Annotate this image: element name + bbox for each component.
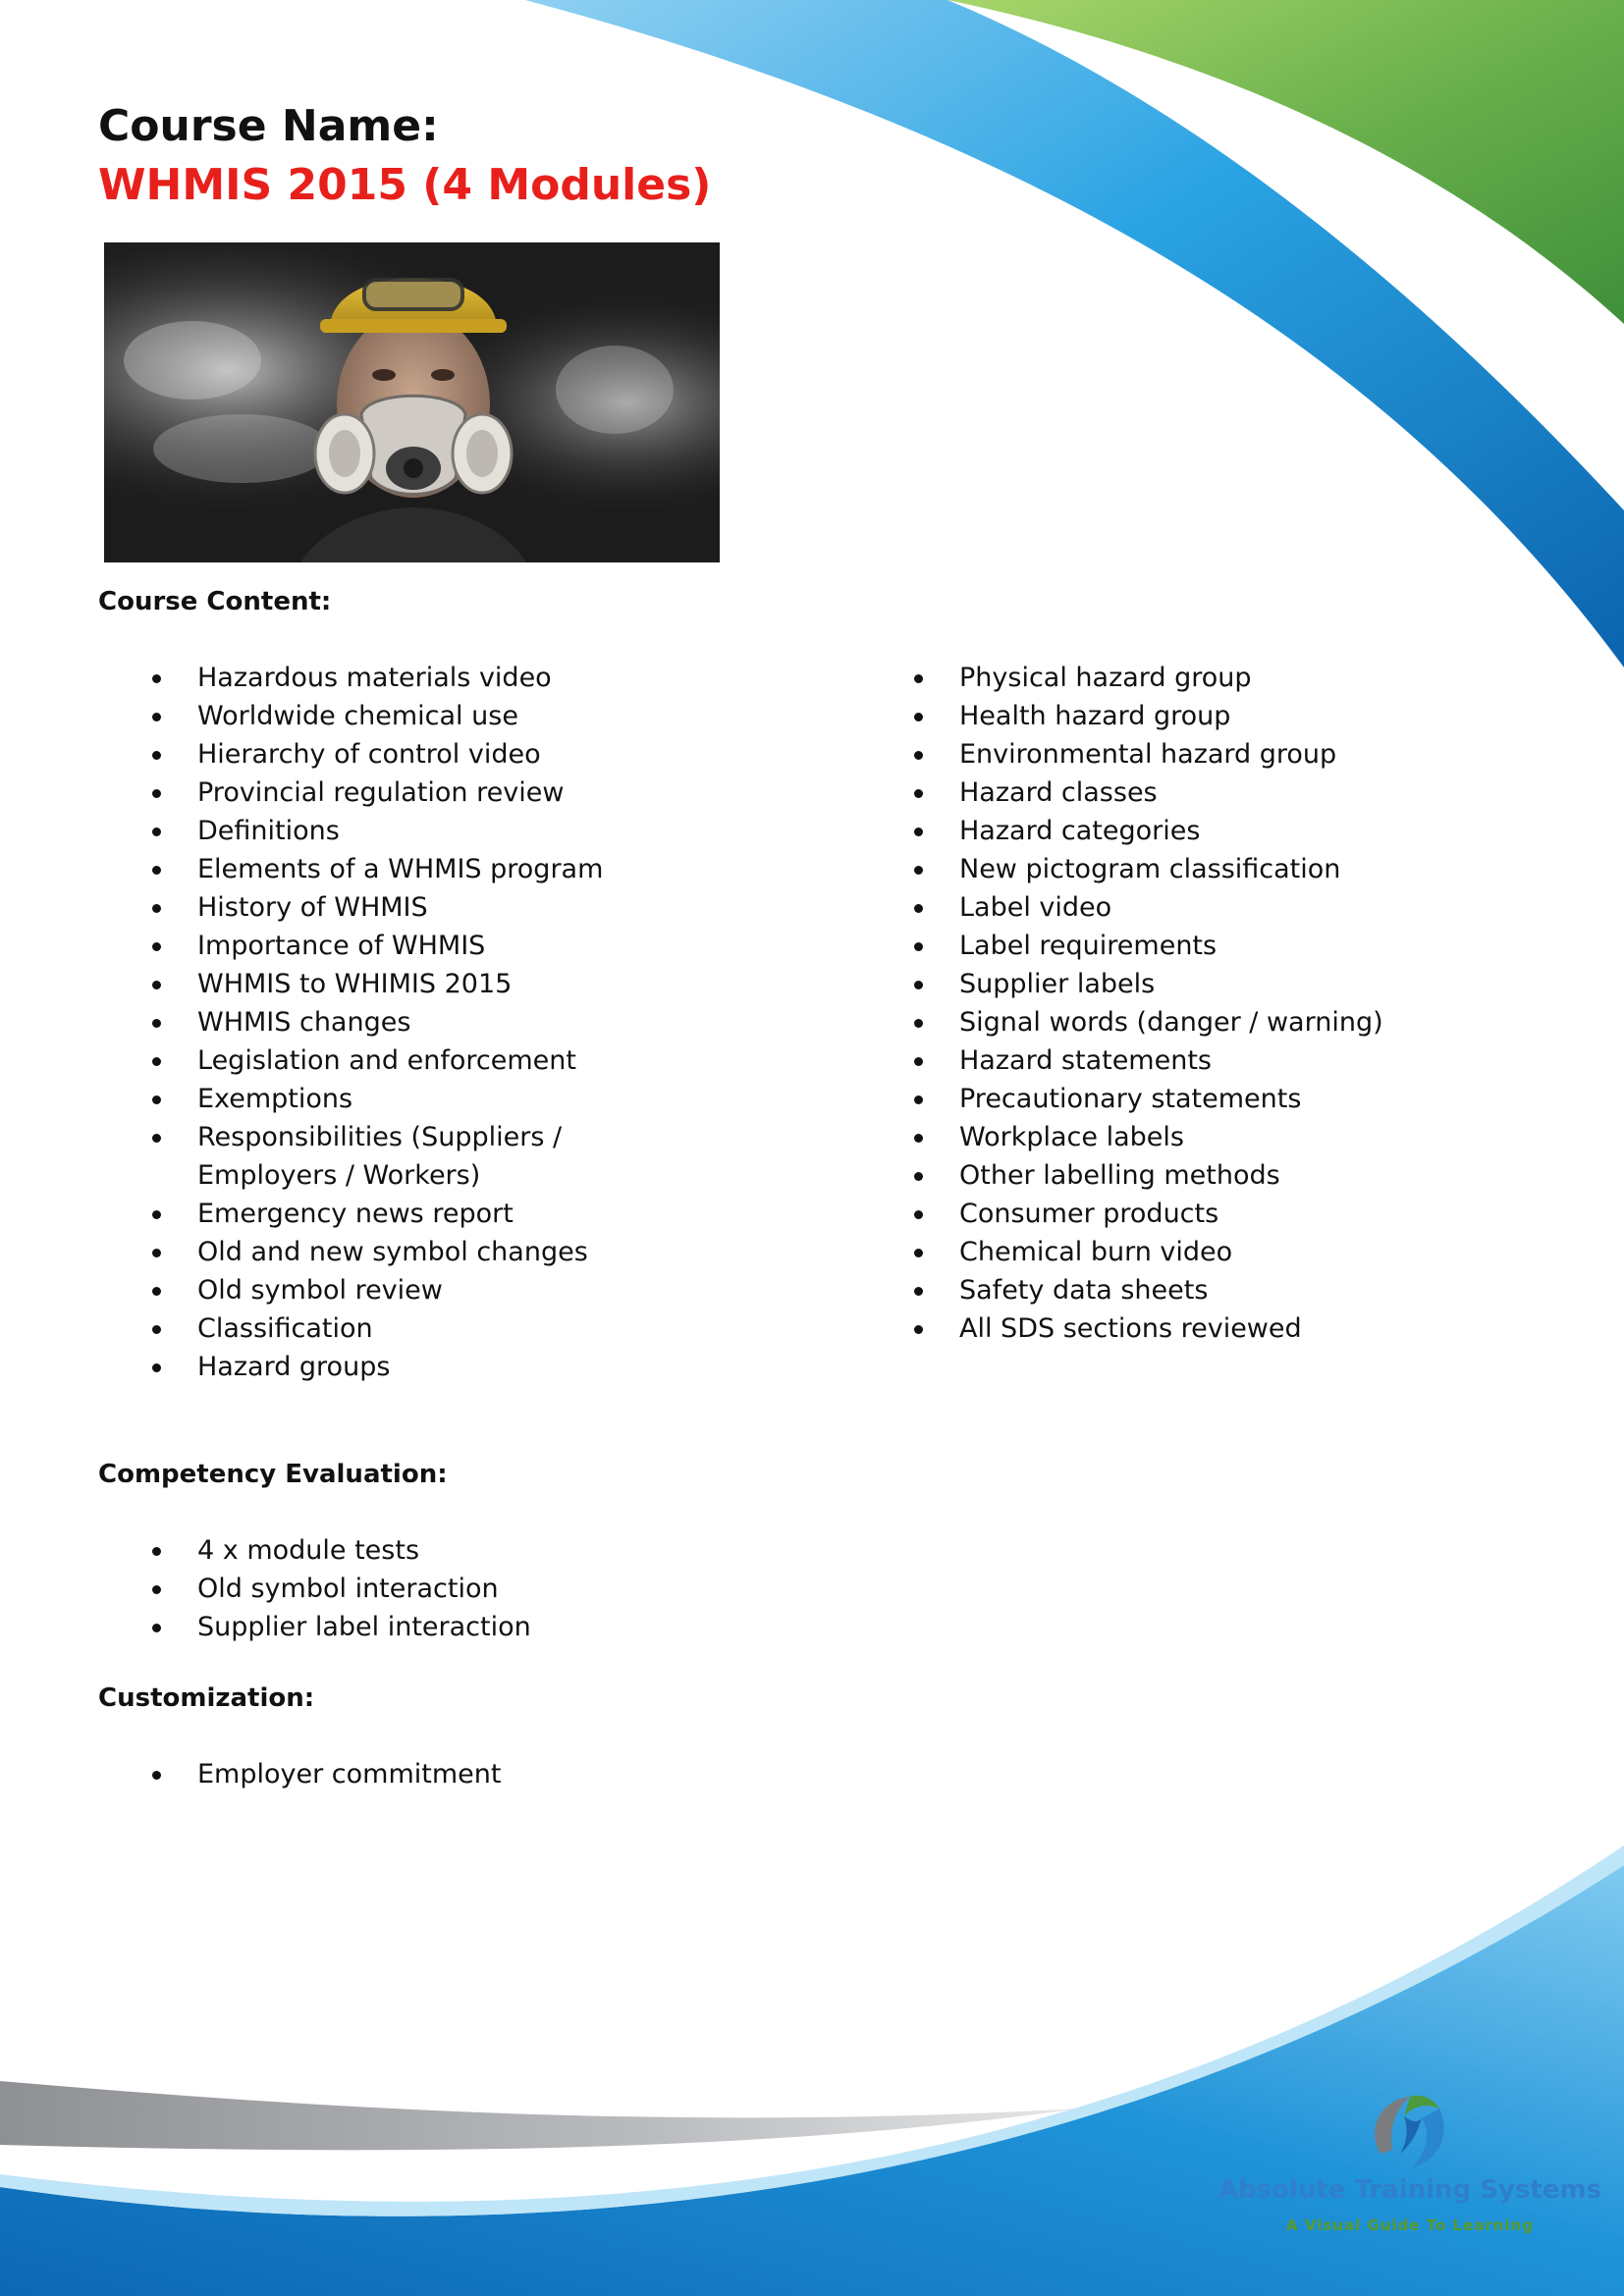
list-item: Classification	[152, 1309, 702, 1348]
list-item: Provincial regulation review	[152, 774, 702, 812]
customization-list	[152, 1755, 741, 1793]
list-item: Emergency news report	[152, 1195, 702, 1233]
list-item: Legislation and enforcement	[152, 1041, 702, 1080]
list-item: Hazard statements	[914, 1041, 1543, 1080]
list-item: All SDS sections reviewed	[914, 1309, 1543, 1348]
list-item: Physical hazard group	[914, 659, 1543, 697]
list-item: WHMIS changes	[152, 1003, 702, 1041]
list-item: Old symbol review	[152, 1271, 702, 1309]
list-item: Chemical burn video	[914, 1233, 1543, 1271]
list-item: Label requirements	[914, 927, 1543, 965]
list-item: Safety data sheets	[914, 1271, 1543, 1309]
swoosh-logo-icon	[1361, 2085, 1449, 2173]
list-item: Signal words (danger / warning)	[914, 1003, 1543, 1041]
list-item: Environmental hazard group	[914, 735, 1543, 774]
brand-name: Absolute Training Systems	[1218, 2175, 1602, 2205]
list-item: Health hazard group	[914, 697, 1543, 735]
list-item: Worldwide chemical use	[152, 697, 702, 735]
list-item: Hierarchy of control video	[152, 735, 702, 774]
list-item: New pictogram classification	[914, 850, 1543, 888]
list-item: Importance of WHMIS	[152, 927, 702, 965]
course-content-list-right	[914, 659, 1543, 1348]
list-item: 4 x module tests	[152, 1531, 741, 1570]
competency-evaluation-list	[152, 1531, 741, 1646]
list-item: WHMIS to WHIMIS 2015	[152, 965, 702, 1003]
list-item: Elements of a WHMIS program	[152, 850, 702, 888]
course-content-heading: Course Content:	[98, 587, 332, 616]
list-item: Label video	[914, 888, 1543, 927]
customization-heading: Customization:	[98, 1683, 315, 1713]
list-item: Workplace labels	[914, 1118, 1543, 1156]
list-item: Definitions	[152, 812, 702, 850]
list-item: Responsibilities (Suppliers / Employers / Workers)	[152, 1118, 702, 1195]
course-title: WHMIS 2015 (4 Modules)	[98, 160, 712, 210]
brand-block	[1214, 2085, 1606, 2242]
hero-photo-respirator-worker	[104, 242, 720, 562]
list-item: Other labelling methods	[914, 1156, 1543, 1195]
brand-tagline: A Visual Guide To Learning	[1286, 2216, 1534, 2234]
list-item: Old and new symbol changes	[152, 1233, 702, 1271]
course-name-label: Course Name:	[98, 101, 439, 151]
list-item: Employer commitment	[152, 1755, 741, 1793]
list-item: Hazardous materials video	[152, 659, 702, 697]
list-item: Exemptions	[152, 1080, 702, 1118]
list-item: History of WHMIS	[152, 888, 702, 927]
list-item: Supplier label interaction	[152, 1608, 741, 1646]
competency-evaluation-heading: Competency Evaluation:	[98, 1460, 448, 1489]
list-item: Consumer products	[914, 1195, 1543, 1233]
list-item: Precautionary statements	[914, 1080, 1543, 1118]
list-item: Hazard classes	[914, 774, 1543, 812]
list-item: Hazard categories	[914, 812, 1543, 850]
list-item: Hazard groups	[152, 1348, 702, 1386]
list-item: Old symbol interaction	[152, 1570, 741, 1608]
course-content-list-left	[152, 659, 702, 1386]
list-item: Supplier labels	[914, 965, 1543, 1003]
